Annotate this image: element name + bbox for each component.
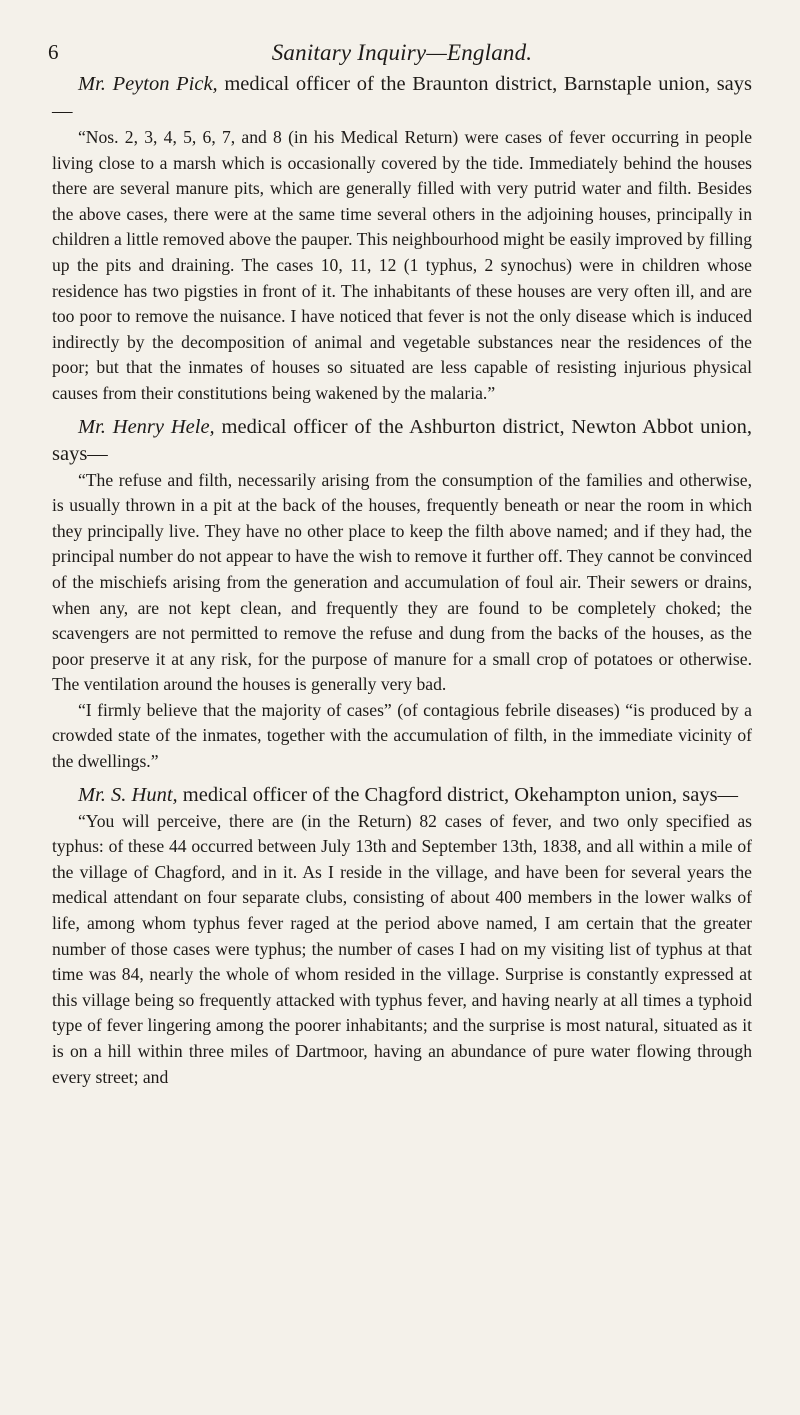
officer-intro-text: medical officer of the Ashburton district, Newton Abbot union, says—	[52, 415, 752, 465]
quote-paragraph: “I firmly believe that the majority of cases” (of contagious febrile diseases) “is produced by a crowded state of the inmates, together with the accumulation of filth, in the immediate vicinity of the dwellings.”	[52, 699, 752, 772]
officer-intro-peyton-pick	[52, 71, 752, 125]
officer-intro-s-hunt	[52, 782, 752, 809]
running-head	[48, 28, 752, 65]
quote-paragraph: “The refuse and filth, necessarily arising from the consumption of the families and otherwise, is usually thrown in a pit at the back of the houses, frequently beneath or near the room in which they principally live. They have no other place to keep the filth above named; and if they had, the principal number do not appear to have the wish to remove it further off. They cannot be convinced of the mischiefs arising from the generation and accumulation of foul air. Their sewers or drains, when any, are not kept clean, and frequently they are found to be completely choked; the scavengers are not permitted to remove the refuse and dung from the backs of the houses, as the poor preserve it at any risk, for the purpose of manure for a small crop of potatoes or otherwise. The ventilation around the houses is generally very bad.	[52, 469, 752, 695]
officer-name: Mr. Henry Hele,	[78, 415, 215, 438]
officer-intro-text: medical officer of the Chagford district, Okehampton union, says—	[177, 783, 739, 806]
quote-paragraph: “You will perceive, there are (in the Return) 82 cases of fever, and two only specified as typhus: of these 44 occurred between July 13th and September 13th, 1838, and all within a mile of the village of Chagford, and in it. As I reside in the village, and have been for several years the medical attendant on four separate clubs, consisting of about 400 members in the lower walks of life, among whom typhus fever raged at the period above named, I am certain that the greater number of those cases were typhus; the number of cases I had on my visiting list of typhus at that time was 84, nearly the whole of whom resided in the village. Surprise is constantly expressed at this village being so frequently attacked with typhus fever, and having nearly at all times a typhoid type of fever lingering among the poorer inhabitants; and the surprise is most natural, situated as it is on a hill within three miles of Dartmoor, having an abundance of pure water flowing through every street; and	[52, 810, 752, 1087]
officer-intro-text: medical officer of the Braunton district, Barnstaple union, says—	[52, 73, 752, 122]
page-number: 6	[48, 40, 59, 64]
officer-intro-henry-hele	[52, 414, 752, 468]
officer-name: Mr. Peyton Pick,	[78, 73, 218, 95]
running-title: Sanitary Inquiry—England.	[271, 40, 533, 65]
officer-name: Mr. S. Hunt,	[78, 783, 178, 806]
quote-paragraph: “Nos. 2, 3, 4, 5, 6, 7, and 8 (in his Medical Return) were cases of fever occurring in people living close to a marsh which is occasionally covered by the tide. Immediately behind the houses there are several manure pits, which are generally filled with very putrid water and filth. Besides the above cases, there were at the same time several others in the adjoining houses, principally in children a little removed above the pauper. This neighbourhood might be easily improved by filling up the pits and draining. The cases 10, 11, 12 (1 typhus, 2 synochus) were in children whose residence has two pigsties in front of it. The inhabitants of these houses are very often ill, and are too poor to remove the nuisance. I have noticed that fever is not the only disease which is induced indirectly by the decomposition of animal and vegetable substances near the residences of the poor; but that the inmates of houses so situated are less capable of resisting injurious physical causes from their constitutions being wakened by the malaria.”	[52, 127, 752, 403]
